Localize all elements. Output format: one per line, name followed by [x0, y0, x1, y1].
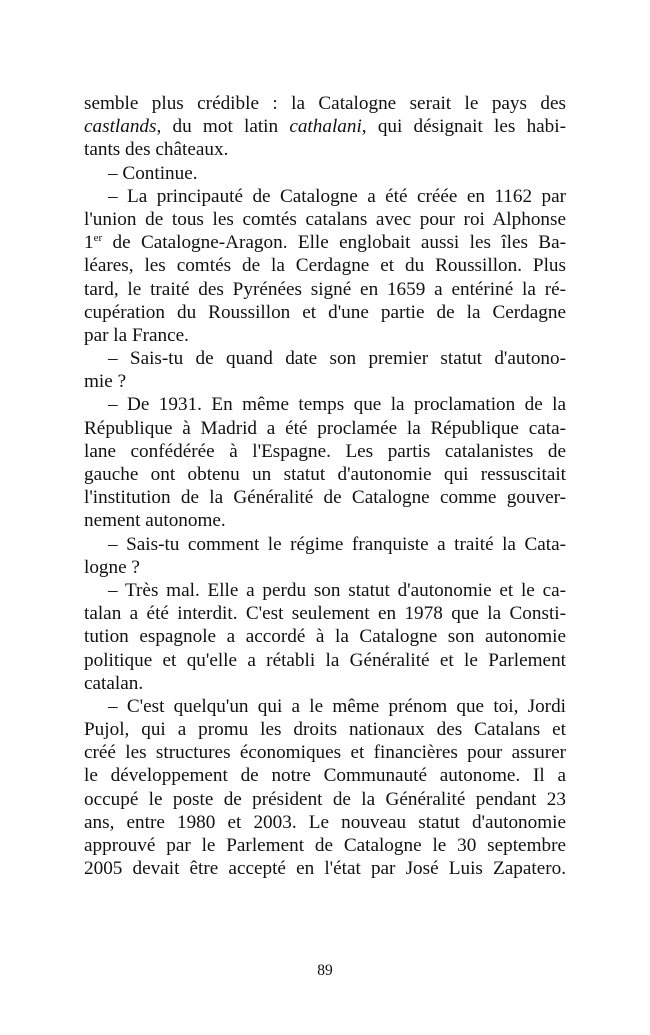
body-text [84, 92, 566, 880]
text-line [84, 324, 566, 347]
italic-text: cathalani [289, 116, 362, 138]
italic-text: castlands [84, 116, 157, 138]
text-span: – C'est quelqu'un qui a le même prénom que toi, Jordi [108, 695, 566, 717]
text-line [84, 556, 566, 579]
text-line [84, 741, 566, 764]
text-line [84, 185, 566, 208]
text-line [84, 533, 566, 556]
text-line [84, 138, 566, 161]
text-line [84, 254, 566, 277]
text-span: le développement de notre Communauté autonome. Il a [84, 765, 566, 787]
text-line [84, 486, 566, 509]
text-line [84, 718, 566, 741]
text-line [84, 370, 566, 393]
text-span: l'union de tous les comtés catalans avec pour roi Alphonse [84, 208, 566, 230]
text-span: catalan. [84, 672, 144, 694]
text-span: 2005 devait être accepté en l'état par José Luis Zapatero. [84, 858, 566, 880]
text-span: logne ? [84, 556, 140, 578]
text-line [84, 92, 566, 115]
text-span: politique et qu'elle a rétabli la Généralité et le Parlement [84, 649, 566, 671]
text-span: cupération du Roussillon et d'une partie de la Cerdagne [84, 301, 566, 323]
text-span: tants des châteaux. [84, 139, 229, 161]
text-span: tution espagnole a accordé à la Catalogne son autonomie [84, 626, 566, 648]
text-line [84, 463, 566, 486]
text-span: semble plus crédible : la Catalogne serait le pays des [84, 93, 566, 114]
text-span: tard, le traité des Pyrénées signé en 1659 a entériné la ré- [84, 278, 566, 300]
text-line [84, 208, 566, 231]
text-line [84, 788, 566, 811]
text-span: mie ? [84, 371, 127, 393]
text-line [84, 393, 566, 416]
text-span: gauche ont obtenu un statut d'autonomie qui ressuscitait [84, 464, 566, 485]
text-line [84, 602, 566, 625]
text-span: talan a été interdit. C'est seulement en 1978 que la Consti- [84, 603, 566, 625]
text-span: ans, entre 1980 et 2003. Le nouveau statut d'autonomie [84, 811, 566, 833]
text-span: Pujol, qui a promu les droits nationaux des Catalans et [84, 719, 566, 741]
text-line [84, 764, 566, 787]
text-span: – Très mal. Elle a perdu son statut d'autonomie et le ca- [108, 579, 566, 601]
text-line [84, 625, 566, 648]
text-line [84, 649, 566, 672]
text-span: occupé le poste de président de la Généralité pendant 23 [84, 788, 566, 810]
text-span: approuvé par le Parlement de Catalogne le 30 septembre [84, 835, 566, 856]
text-span: , du mot latin [156, 116, 290, 138]
text-line [84, 231, 566, 254]
text-span: – La principauté de Catalogne a été créée en 1162 par [108, 185, 566, 207]
text-span: léares, les comtés de la Cerdagne et du Roussillon. Plus [84, 255, 566, 277]
text-line [84, 672, 566, 695]
text-line [84, 115, 566, 138]
text-line [84, 811, 566, 834]
text-span: nement autonome. [84, 510, 226, 532]
text-span: créé les structures économiques et financières pour assurer [84, 742, 566, 764]
text-line [84, 857, 566, 880]
text-span: de Catalogne-Aragon. Elle englobait aussi les îles Ba- [102, 232, 566, 254]
text-span: – De 1931. En même temps que la proclamation de la [108, 394, 566, 416]
text-span: l'institution de la Généralité de Catalogne comme gouver- [84, 487, 566, 509]
superscript-text: er [93, 232, 103, 245]
text-line [84, 509, 566, 532]
text-line [84, 579, 566, 602]
text-line [84, 695, 566, 718]
text-span: République à Madrid a été proclamée la République cata- [84, 417, 566, 439]
text-span: – Continue. [108, 162, 198, 184]
text-line [84, 347, 566, 370]
text-line [84, 162, 566, 185]
text-line [84, 834, 566, 857]
text-span: – Sais-tu comment le régime franquiste a traité la Cata- [108, 533, 566, 555]
text-span: 1 [84, 232, 94, 254]
text-span: lane confédérée à l'Espagne. Les partis catalanistes de [84, 440, 566, 462]
text-line [84, 278, 566, 301]
text-line [84, 440, 566, 463]
text-span: , qui désignait les habi- [361, 116, 566, 138]
text-span: par la France. [84, 324, 189, 346]
text-line [84, 417, 566, 440]
page-number: 89 [317, 962, 333, 979]
text-line [84, 301, 566, 324]
text-span: – Sais-tu de quand date son premier statut d'autono- [108, 348, 566, 370]
